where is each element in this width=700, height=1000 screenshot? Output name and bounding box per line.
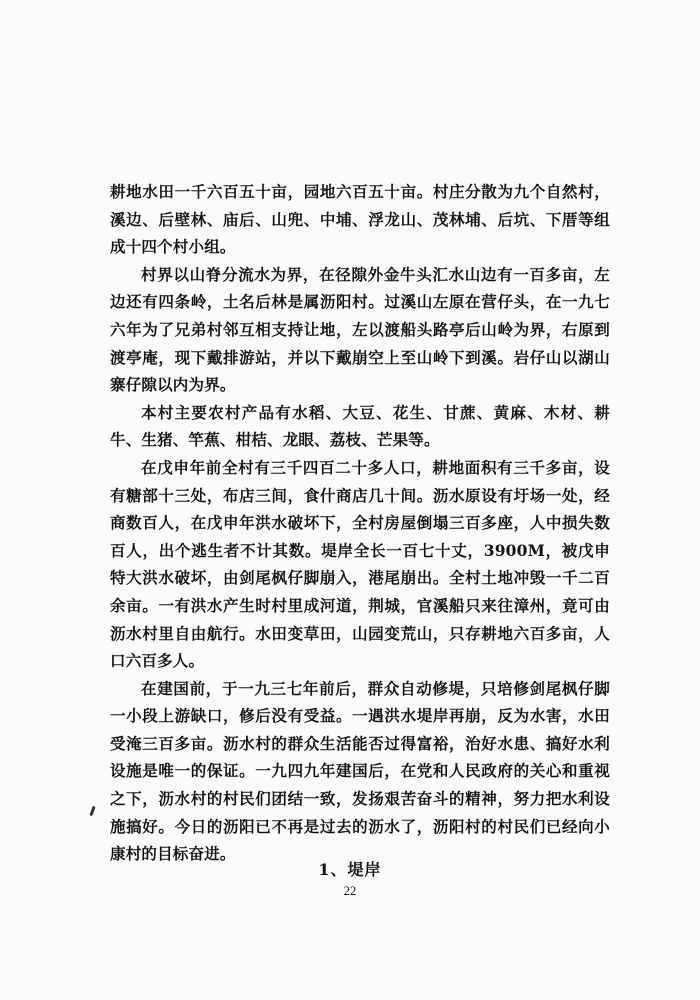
paragraph-1: 耕地水田一千六百五十亩，园地六百五十亩。村庄分散为九个自然村，溪边、后壁林、庙后、山兜、中埔、浮龙山、茂林埔、后坑、下厝等组成十四个村小组。 <box>110 182 610 257</box>
scan-speck <box>89 806 95 816</box>
section-heading: 1、堤岸 <box>318 860 382 879</box>
paragraph-3: 本村主要农村产品有水稻、大豆、花生、甘蔗、黄麻、木材、耕牛、生猪、竿蕉、柑桔、龙眼、荔枝、芒果等。 <box>110 402 610 450</box>
paragraph-4: 在戊申年前全村有三千四百二十多人口，耕地面积有三千多亩，设有糖部十三处，布店三间，食什商店几十间。沥水原设有圩场一处，经商数百人，在戊申年洪水破坏下，全村房屋倒塌三百多座，人中损失数百人，出个逃生者不计其数。堤岸全长一百七十丈，3900M，被戊申特大洪水破坏，由剑尾枫仔脚崩入，港尾崩出。全村土地冲毁一千二百余亩。一有洪水产生时村里成河道，荆城，官溪船只来往漳州，竟可由沥水村里自由航行。水田变草田，山园变荒山，只存耕地六百多亩，人口六百多人。 <box>110 457 610 671</box>
body-text <box>110 178 610 868</box>
paragraph-5: 在建国前，于一九三七年前后，群众自动修堤，只培修剑尾枫仔脚一小段上游缺口，修后没有受益。一遇洪水堤岸再崩，反为水害，水田受淹三百多亩。沥水村的群众生活能否过得富裕，治好水患、搞好水利设施是唯一的保证。一九四九年建国后，在党和人民政府的关心和重视之下，沥水村的村民们团结一致，发扬艰苦奋斗的精神，努力把水利设施搞好。今日的沥阳已不再是过去的沥水了，沥阳村的村民们已经向小康村的目标奋进。 <box>110 678 610 864</box>
paragraph-2: 村界以山脊分流水为界，在径隙外金牛头汇水山边有一百多亩，左边还有四条岭，土名后林是属沥阳村。过溪山左原在营仔头，在一九七六年为了兄弟村邻互相支持让地，左以渡船头路亭后山岭为界，右原到渡亭庵，现下戴排游站，并以下戴崩空上至山岭下到溪。岩仔山以湖山寨仔隙以内为界。 <box>110 264 610 395</box>
page-number: 22 <box>343 884 357 898</box>
